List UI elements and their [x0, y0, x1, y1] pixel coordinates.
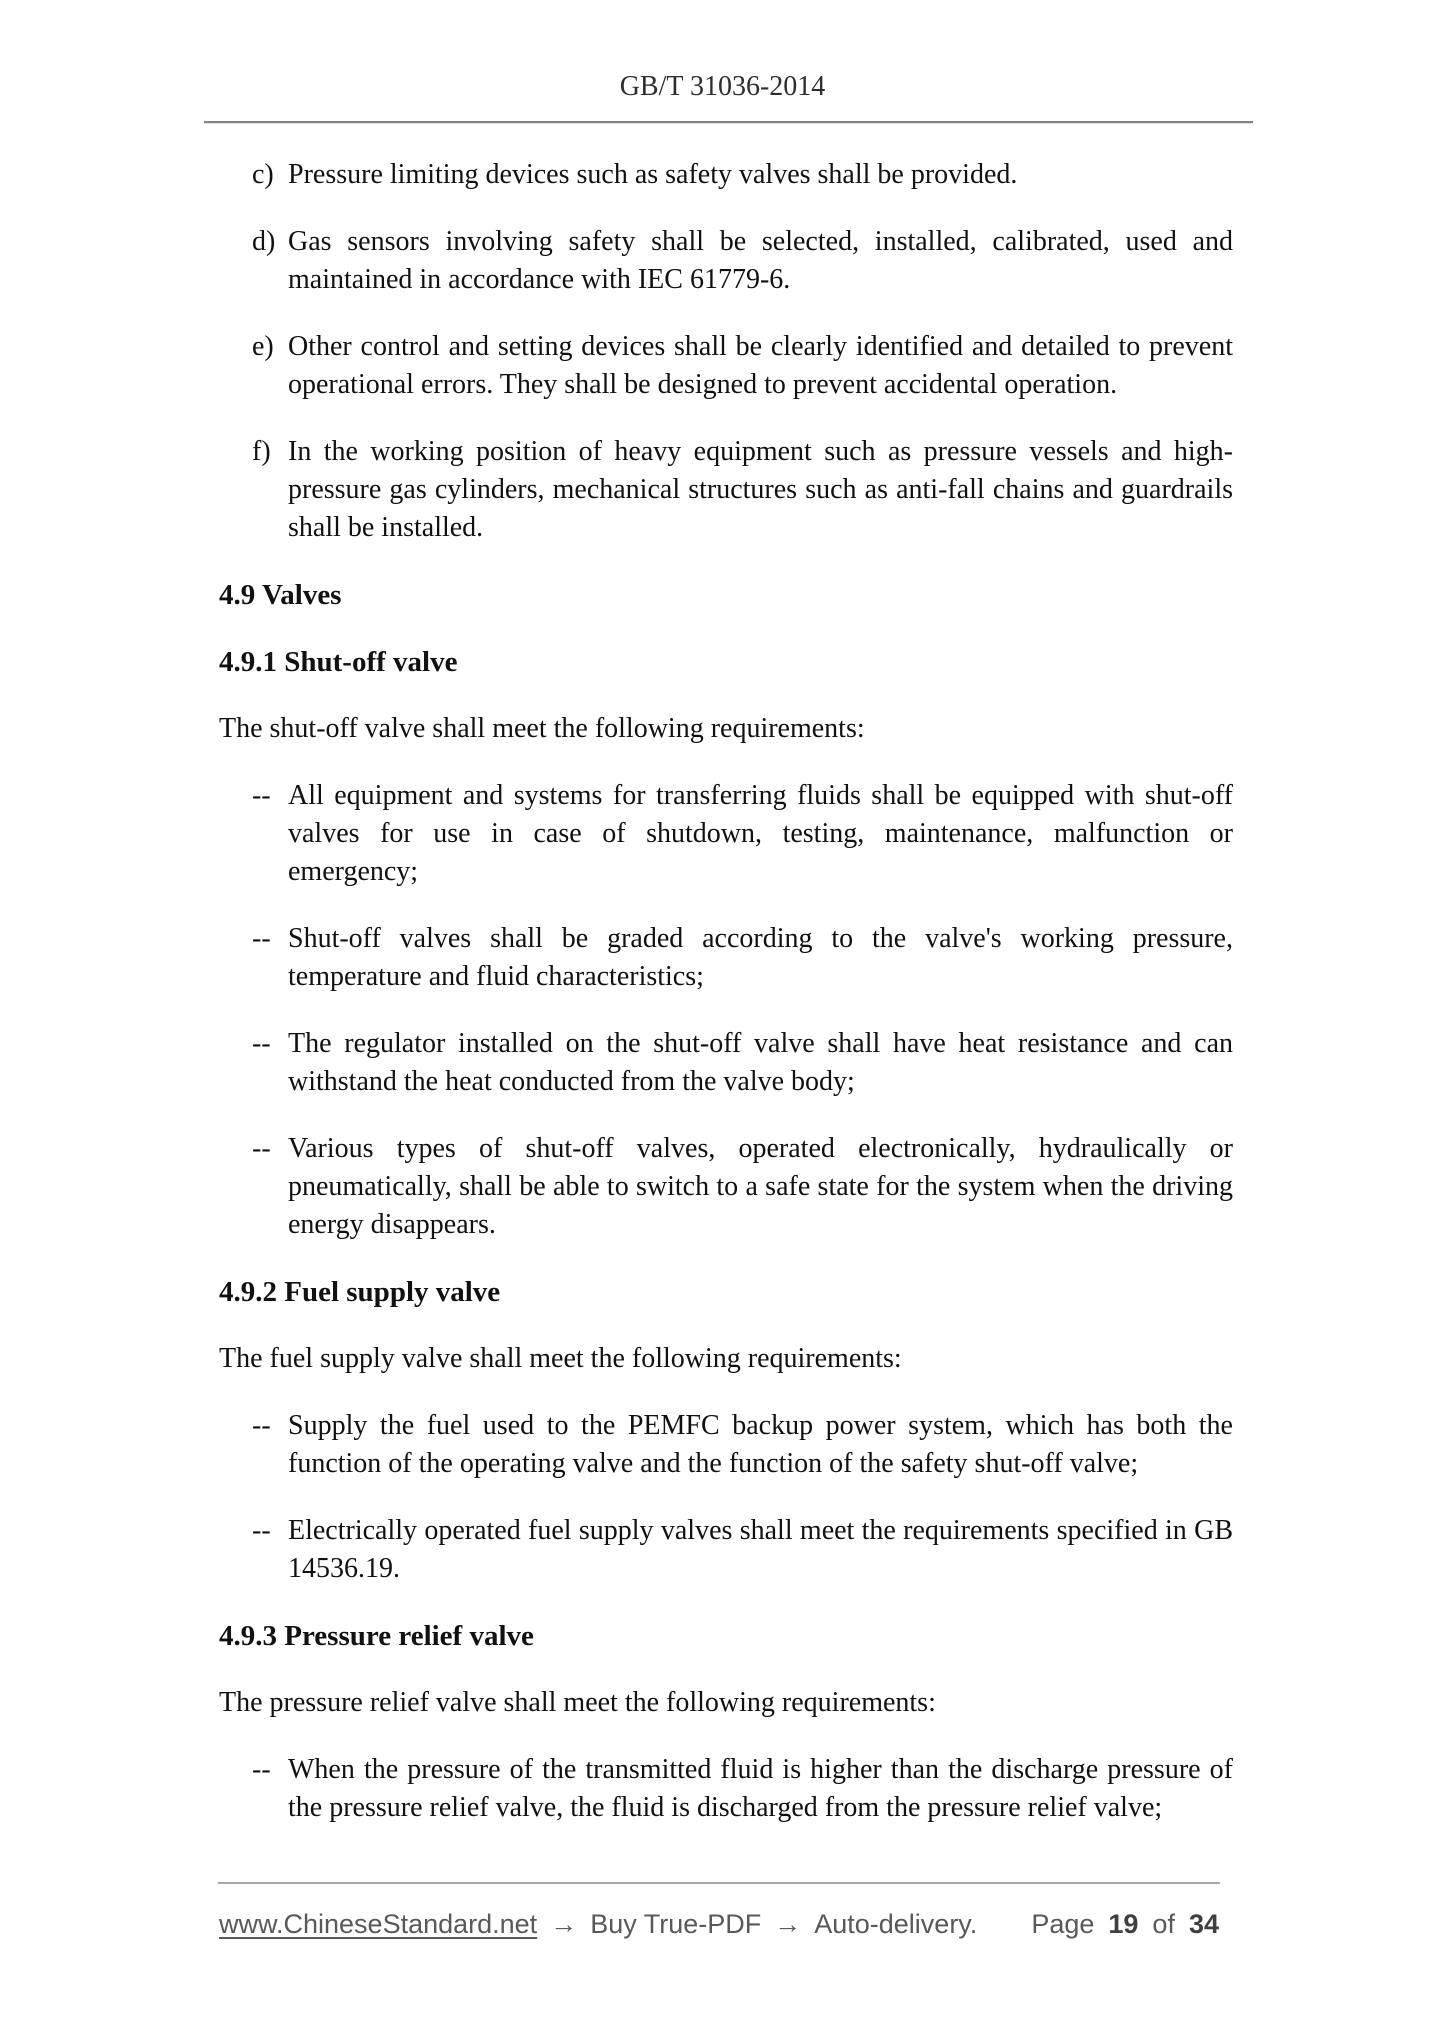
arrow-icon: →	[774, 1909, 802, 1939]
footer-site-line	[219, 1907, 977, 1941]
dash-item	[219, 1130, 1233, 1244]
arrow-icon: →	[550, 1909, 578, 1939]
list-item-marker: c)	[252, 159, 274, 190]
paragraph-shutoff-intro: The shut-off valve shall meet the following requirements:	[219, 713, 865, 744]
list-item-e	[219, 328, 1233, 404]
footer-action-buy: Buy True-PDF	[590, 1909, 762, 1939]
list-item-text: Pressure limiting devices such as safety valves shall be provided.	[288, 159, 1018, 190]
list-item-marker: e)	[252, 331, 274, 362]
dash-item-text: Supply the fuel used to the PEMFC backup power system, which has both the function of the operating valve and the function of the safety shut-off valve;	[288, 1410, 1233, 1479]
dash-item-marker: --	[252, 780, 271, 811]
list-item-marker: d)	[252, 226, 276, 257]
page-indicator	[1031, 1907, 1219, 1941]
footer-action-delivery: Auto-delivery.	[814, 1909, 978, 1939]
paragraph-fuel-intro: The fuel supply valve shall meet the following requirements:	[219, 1343, 902, 1374]
list-item-c	[219, 156, 1233, 194]
dash-item-marker: --	[252, 923, 271, 954]
dash-item	[219, 920, 1233, 996]
section-heading-4-9: 4.9 Valves	[219, 579, 342, 611]
dash-item-text: Shut-off valves shall be graded according to the valve's working pressure, temperature and fluid characteristics;	[288, 923, 1233, 992]
dash-item	[219, 1512, 1233, 1588]
header-divider	[204, 121, 1253, 124]
dash-item-text: Various types of shut-off valves, operated electronically, hydraulically or pneumatically, shall be able to switch to a safe state for the system when the driving energy disappears.	[288, 1133, 1233, 1240]
section-heading-4-9-2: 4.9.2 Fuel supply valve	[219, 1276, 501, 1308]
list-item-text: Other control and setting devices shall be clearly identified and detailed to prevent operational errors. They shall be designed to prevent accidental operation.	[288, 331, 1233, 400]
list-item-f	[219, 433, 1233, 547]
page-total: 34	[1188, 1909, 1219, 1939]
site-link[interactable]: www.ChineseStandard.net	[219, 1909, 538, 1939]
dash-item	[219, 1025, 1233, 1101]
list-item-marker: f)	[252, 436, 271, 467]
footer-divider	[218, 1882, 1220, 1884]
dash-item-text: All equipment and systems for transferring fluids shall be equipped with shut-off valves for use in case of shutdown, testing, maintenance, malfunction or emergency;	[288, 780, 1233, 887]
section-heading-4-9-1: 4.9.1 Shut-off valve	[219, 646, 458, 678]
list-item-text: In the working position of heavy equipment such as pressure vessels and high-pressure gas cylinders, mechanical structures such as anti-fall chains and guardrails shall be installed.	[288, 436, 1233, 543]
dash-item-marker: --	[252, 1410, 271, 1441]
dash-item-marker: --	[252, 1754, 271, 1785]
paragraph-relief-intro: The pressure relief valve shall meet the following requirements:	[219, 1687, 936, 1718]
dash-item-marker: --	[252, 1133, 271, 1164]
footer	[219, 1907, 1219, 1941]
page-current: 19	[1108, 1909, 1139, 1939]
list-item-d	[219, 223, 1233, 299]
dash-item-marker: --	[252, 1515, 271, 1546]
document-body	[219, 156, 1233, 1827]
dash-item-text: Electrically operated fuel supply valves shall meet the requirements specified in GB 14536.19.	[288, 1515, 1233, 1584]
dash-item-text: The regulator installed on the shut-off valve shall have heat resistance and can withstand the heat conducted from the valve body;	[288, 1028, 1233, 1097]
dash-item	[219, 777, 1233, 891]
dash-item	[219, 1407, 1233, 1483]
dash-item-marker: --	[252, 1028, 271, 1059]
of-label: of	[1152, 1909, 1175, 1939]
dash-item	[219, 1751, 1233, 1827]
dash-item-text: When the pressure of the transmitted fluid is higher than the discharge pressure of the pressure relief valve, the fluid is discharged from the pressure relief valve;	[288, 1754, 1233, 1823]
list-item-text: Gas sensors involving safety shall be selected, installed, calibrated, used and maintained in accordance with IEC 61779-6.	[288, 226, 1233, 295]
page-label: Page	[1031, 1909, 1095, 1939]
section-heading-4-9-3: 4.9.3 Pressure relief valve	[219, 1620, 534, 1652]
document-number: GB/T 31036-2014	[619, 71, 826, 102]
